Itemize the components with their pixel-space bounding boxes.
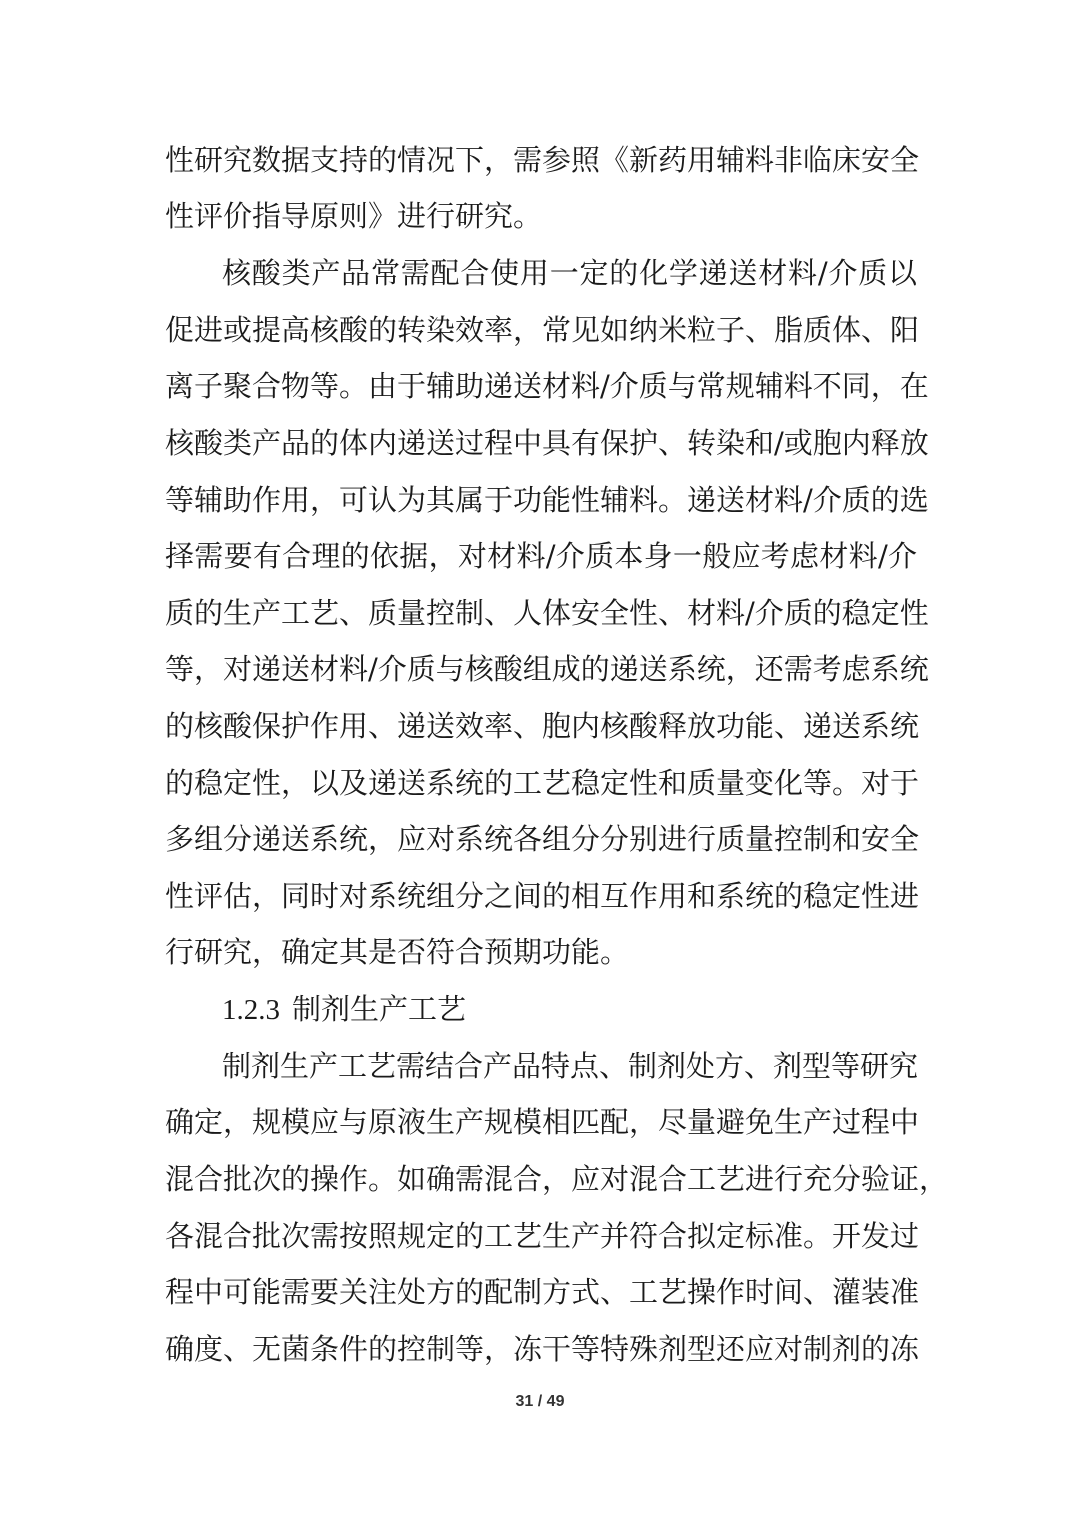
section-number: 1.2.3	[222, 994, 280, 1026]
paragraph-2-line-6: 择需要有合理的依据，对材料/介质本身一般应考虑材料/介	[165, 539, 917, 573]
paragraph-1-line-1: 性研究数据支持的情况下，需参照《新药用辅料非临床安全	[165, 143, 920, 177]
paragraph-3-line-2: 确定，规模应与原液生产规模相匹配，尽量避免生产过程中	[165, 1105, 920, 1139]
section-heading	[222, 989, 466, 1029]
paragraph-3-line-3: 混合批次的操作。如确需混合，应对混合工艺进行充分验证，	[165, 1162, 949, 1196]
paragraph-1-line-2: 性评价指导原则》进行研究。	[165, 199, 543, 233]
paragraph-2-line-12: 性评估，同时对系统组分之间的相互作用和系统的稳定性进	[165, 879, 920, 913]
section-title: 制剂生产工艺	[292, 992, 467, 1026]
paragraph-3-line-1: 制剂生产工艺需结合产品特点、制剂处方、剂型等研究	[222, 1049, 919, 1083]
paragraph-2-line-13: 行研究，确定其是否符合预期功能。	[165, 935, 630, 969]
paragraph-2-line-5: 等辅助作用，可认为其属于功能性辅料。递送材料/介质的选	[165, 483, 929, 517]
paragraph-2-line-4: 核酸类产品的体内递送过程中具有保护、转染和/或胞内释放	[165, 426, 929, 460]
paragraph-2-line-8: 等，对递送材料/介质与核酸组成的递送系统，还需考虑系统	[165, 652, 929, 686]
paragraph-3-line-5: 程中可能需要关注处方的配制方式、工艺操作时间、灌装准	[165, 1275, 920, 1309]
paragraph-3-line-6: 确度、无菌条件的控制等，冻干等特殊剂型还应对制剂的冻	[165, 1332, 920, 1366]
paragraph-2-line-3: 离子聚合物等。由于辅助递送材料/介质与常规辅料不同，在	[165, 369, 929, 403]
paragraph-2-line-9: 的核酸保护作用、递送效率、胞内核酸释放功能、递送系统	[165, 709, 920, 743]
paragraph-2-line-7: 质的生产工艺、质量控制、人体安全性、材料/介质的稳定性	[165, 596, 929, 630]
paragraph-2-line-11: 多组分递送系统，应对系统各组分分别进行质量控制和安全	[165, 822, 920, 856]
paragraph-2-line-2: 促进或提高核酸的转染效率，常见如纳米粒子、脂质体、阳	[165, 313, 920, 347]
page-number: 31 / 49	[515, 1393, 565, 1410]
paragraph-3-line-4: 各混合批次需按照规定的工艺生产并符合拟定标准。开发过	[165, 1219, 920, 1253]
paragraph-2-line-10: 的稳定性，以及递送系统的工艺稳定性和质量变化等。对于	[165, 766, 920, 800]
paragraph-2-line-1: 核酸类产品常需配合使用一定的化学递送材料/介质以	[222, 256, 917, 290]
